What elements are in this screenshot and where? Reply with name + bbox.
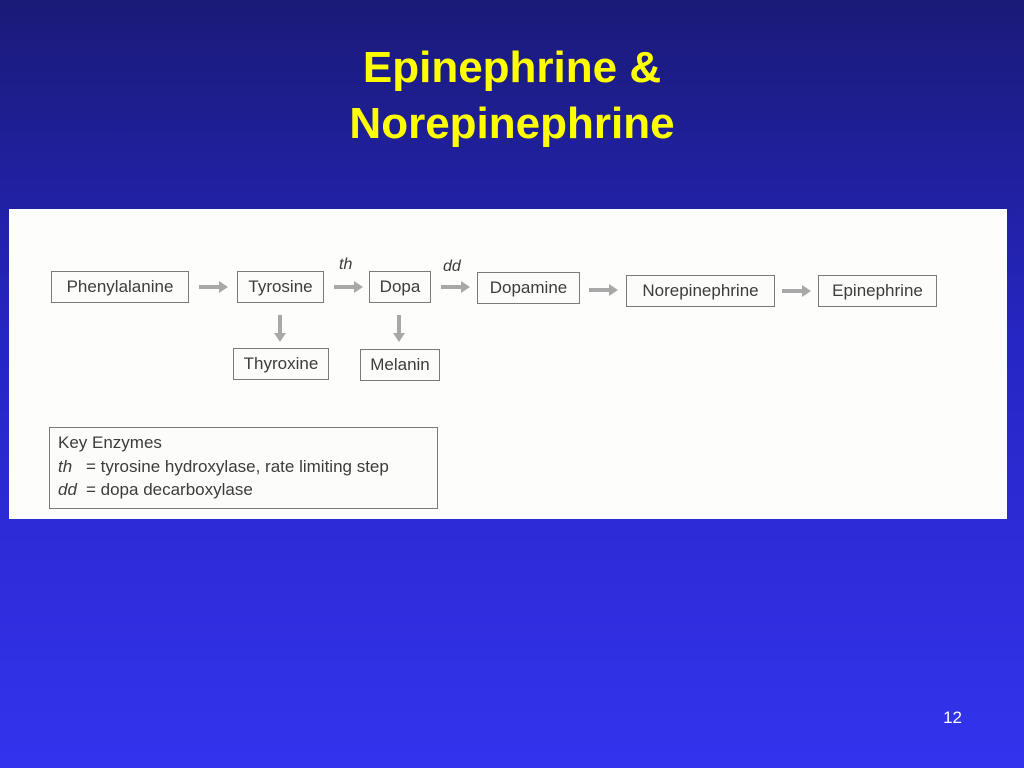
node-norepinephrine: Norepinephrine bbox=[626, 275, 775, 307]
key-entry-dd bbox=[58, 478, 437, 502]
node-melanin: Melanin bbox=[360, 349, 440, 381]
node-dopa: Dopa bbox=[369, 271, 431, 303]
arrow-right-icon bbox=[334, 279, 364, 295]
key-text-dd: = dopa decarboxylase bbox=[86, 480, 253, 499]
pathway-figure bbox=[9, 209, 1007, 519]
enzyme-label-th: th bbox=[339, 256, 353, 273]
enzyme-label-dd: dd bbox=[443, 258, 461, 275]
key-heading: Key Enzymes bbox=[58, 433, 162, 452]
key-entry-th bbox=[58, 455, 437, 479]
arrow-right-icon bbox=[782, 283, 812, 299]
arrow-down-icon bbox=[391, 315, 407, 343]
node-epinephrine: Epinephrine bbox=[818, 275, 937, 307]
title-line-1: Epinephrine & bbox=[362, 43, 662, 92]
key-abbr-dd: dd bbox=[58, 480, 77, 499]
arrow-right-icon bbox=[589, 282, 619, 298]
arrow-down-icon bbox=[272, 315, 288, 343]
node-dopamine: Dopamine bbox=[477, 272, 580, 304]
node-tyrosine: Tyrosine bbox=[237, 271, 324, 303]
node-phenylalanine: Phenylalanine bbox=[51, 271, 189, 303]
key-abbr-th: th bbox=[58, 456, 73, 476]
arrow-right-icon bbox=[441, 279, 471, 295]
page-number: 12 bbox=[943, 708, 962, 727]
key-text-th: = tyrosine hydroxylase, rate limiting step bbox=[86, 456, 389, 476]
node-thyroxine: Thyroxine bbox=[233, 348, 329, 380]
slide-title bbox=[0, 40, 1024, 152]
arrow-right-icon bbox=[199, 279, 229, 295]
key-enzymes-legend bbox=[49, 427, 438, 509]
title-line-2: Norepinephrine bbox=[349, 99, 675, 148]
